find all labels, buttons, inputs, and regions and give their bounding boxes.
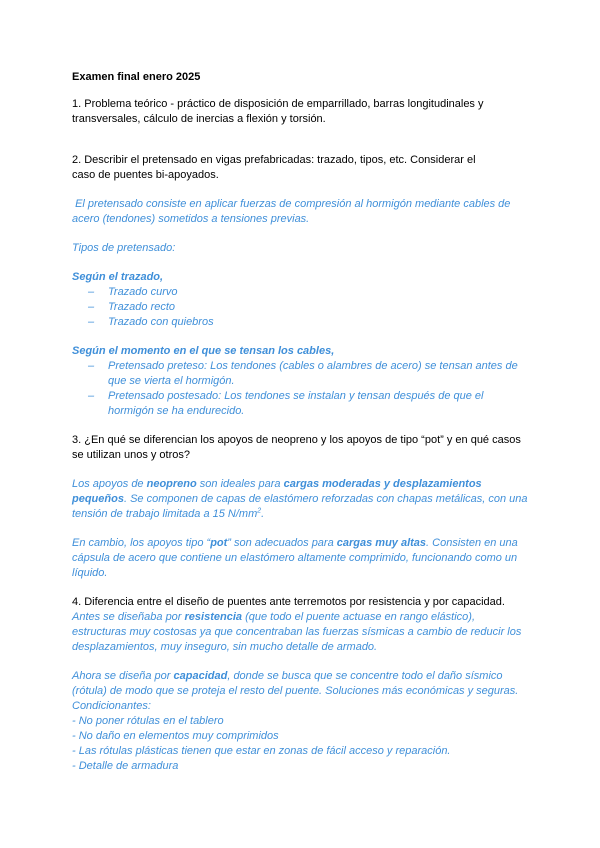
trazado-list: [72, 285, 532, 330]
list-item: – Trazado con quiebros: [88, 316, 214, 328]
list-item: – Pretensado preteso: Los tendones (cables o alambres de acero) se tensan antes de que se vierta el hormigón.: [88, 360, 518, 387]
answer-3-neopreno: Los apoyos de neopreno son ideales para cargas moderadas y desplazamientos pequeños. Se componen de capas de elastómero reforzadas con chapas metálicas, con una tensión de trabajo limitada a 15 $N/mm^2$.: [72, 478, 528, 520]
spacer: [72, 330, 532, 344]
question-1: 1. Problema teórico - práctico de disposición de emparrillado, barras longitudinales y transversales, cálculo de inercias a flexión y torsión.: [72, 98, 484, 125]
spacer: [72, 256, 532, 270]
momento-heading: Según el momento en el que se tensan los cables,: [72, 345, 335, 357]
answer-2-intro: El pretensado consiste en aplicar fuerzas de compresión al hormigón mediante cables de acero (tendones) sometidos a tensiones previas.: [72, 198, 514, 225]
spacer: [72, 522, 532, 536]
list-item: - No poner rótulas en el tablero: [72, 715, 224, 727]
question-3: 3. ¿En qué se diferencian los apoyos de neopreno y los apoyos de tipo “pot” y en qué casos se utilizan unos y otros?: [72, 434, 521, 461]
spacer: [72, 227, 532, 241]
answer-4-resistencia: Antes se diseñaba por resistencia (que todo el puente actuase en rango elástico), estructuras muy costosas ya que concentraban las fuerzas sísmicas a cambio de reducir los desplazamientos, muy inseguro, sin mucho detalle de armado.: [72, 611, 522, 653]
question-2: [72, 153, 532, 183]
spacer: [72, 463, 532, 477]
document-body: [72, 70, 532, 774]
exam-title: Examen final enero 2025: [72, 71, 201, 83]
list-item: – Trazado curvo: [88, 286, 178, 298]
spacer: [72, 127, 532, 153]
spacer: [72, 183, 532, 197]
list-item: - No daño en elementos muy comprimidos: [72, 730, 279, 742]
question-2-line-2: caso de puentes bi-apoyados.: [72, 169, 219, 181]
momento-list: [72, 359, 532, 419]
spacer: [72, 419, 532, 433]
question-2-line-1: 2. Describir el pretensado en vigas prefabricadas: trazado, tipos, etc. Considerar el: [72, 154, 476, 166]
list-item: - Las rótulas plásticas tienen que estar en zonas de fácil acceso y reparación.: [72, 745, 451, 757]
list-item: – Trazado recto: [88, 301, 176, 313]
answer-4-capacidad: Ahora se diseña por capacidad, donde se busca que se concentre todo el daño sísmico (rótula) de modo que se proteja el resto del puente. Soluciones más económicas y seguras.: [72, 670, 519, 697]
list-item: – Pretensado postesado: Los tendones se instalan y tensan después de que el hormigón se ha endurecido.: [88, 390, 484, 417]
spacer: [72, 655, 532, 669]
spacer: [72, 581, 532, 595]
answer-3-pot: En cambio, los apoyos tipo “pot” son adecuados para cargas muy altas. Consisten en una cápsula de acero que contiene un elastómero altamente comprimido, funcionando como un líquido.: [72, 537, 518, 579]
condicionantes-heading: Condicionantes:: [72, 700, 151, 712]
answer-2-tipos: Tipos de pretensado:: [72, 242, 176, 254]
trazado-heading: Según el trazado,: [72, 271, 164, 283]
question-4: 4. Diferencia entre el diseño de puentes ante terremotos por resistencia y por capacidad.: [72, 596, 505, 608]
list-item: - Detalle de armadura: [72, 760, 179, 772]
